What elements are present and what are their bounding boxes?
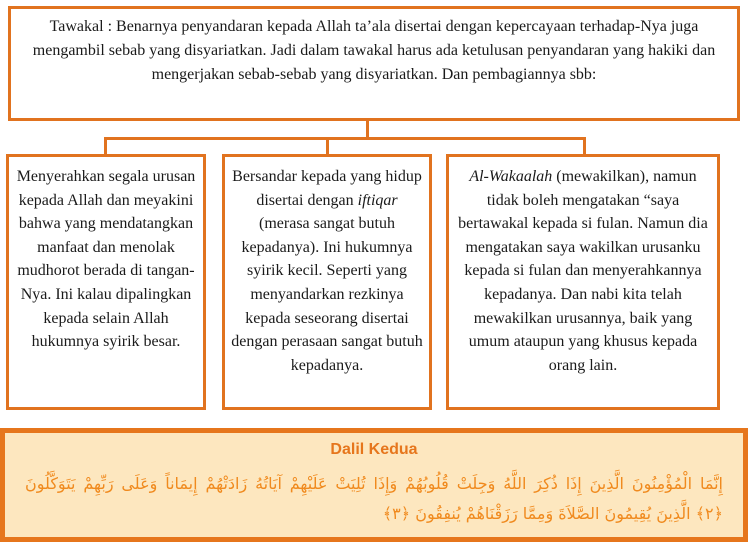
category-box-wakaalah — [446, 154, 720, 410]
connector-right — [583, 137, 586, 154]
category-term-iftiqar: iftiqar — [357, 191, 398, 209]
dalil-title: Dalil Kedua — [330, 441, 418, 458]
dalil-panel — [0, 428, 748, 542]
tawakal-definition-box — [8, 6, 740, 121]
connector-middle — [326, 137, 329, 154]
dalil-arabic-line-2: ﴿٢﴾ الَّذِينَ يُقِيمُونَ الصَّلاَةَ وَمِمَّا رَزَقْنَاهُمْ يُنفِقُونَ ﴿٣﴾ — [382, 504, 723, 523]
connector-left — [104, 137, 107, 154]
category-text-3: (mewakilkan), namun tidak boleh mengatakan “saya bertawakal kepada si fulan. Namun dia mengatakan saya wakilkan urusanku kepada si fulan dan menyerahkannya kepadanya. Dan nabi kita telah mewakilkan urusannya, baik yang umum ataupun yang khusus kepada orang lain. — [458, 168, 708, 374]
category-box-syirik-kecil — [222, 154, 432, 410]
connector-horizontal — [104, 137, 586, 140]
category-text-2-b: (merasa sangat butuh kepadanya). Ini hukumnya syirik kecil. Seperti yang menyandarkan rezkinya kepada seseorang disertai dengan perasaan sangat butuh kepadanya. — [231, 215, 423, 374]
category-text-1: Menyerahkan segala urusan kepada Allah dan meyakini bahwa yang mendatangkan manfaat dan menolak mudhorot berada di tangan-Nya. Ini kalau dipalingkan kepada selain Allah hukumnya syirik besar. — [16, 168, 196, 351]
category-box-syirik-besar — [6, 154, 206, 410]
dalil-arabic-line-1: إِنَّمَا الْمُؤْمِنُونَ الَّذِينَ إِذَا ذُكِرَ اللَّهُ وَجِلَتْ قُلُوبُهُمْ وَإِذَا تُلِيَتْ عَلَيْهِمْ آيَاتُهُ زَادَتْهُمْ إِيمَاناً وَعَلَى رَبِّهِمْ يَتَوَكَّلُونَ — [25, 474, 723, 493]
category-text-2-a: Bersandar kepada yang hidup disertai dengan — [232, 168, 422, 209]
category-term-wakaalah: Al-Wakaalah — [469, 168, 553, 185]
tawakal-definition-text: Tawakal : Benarnya penyandaran kepada Allah ta’ala disertai dengan kepercayaan terhadap-Nya juga mengambil sebab yang disyariatkan. Jadi dalam tawakal harus ada ketulusan penyandaran yang hakiki dan mengerjakan sebab-sebab yang disyariatkan. Dan pembagiannya sbb: — [32, 18, 716, 83]
